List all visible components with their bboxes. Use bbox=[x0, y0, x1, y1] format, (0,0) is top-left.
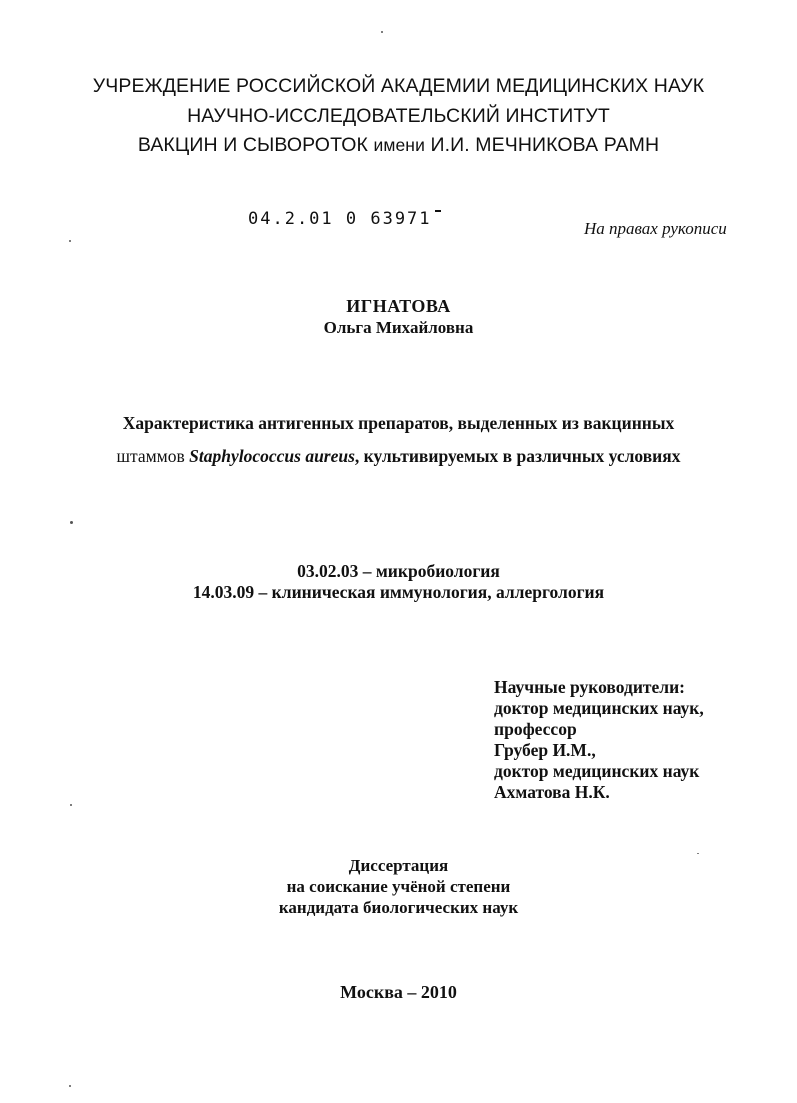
thesis-title-line-2 bbox=[0, 446, 797, 467]
thesis-title-species: Staphylococcus aureus bbox=[189, 446, 355, 466]
supervisor-line-2 bbox=[494, 719, 577, 740]
supervisors-heading bbox=[494, 677, 685, 698]
thesis-title-prefix: штаммов bbox=[116, 446, 185, 466]
author-given-names-text: Ольга Михайловна bbox=[323, 318, 474, 337]
registration-dash bbox=[435, 210, 441, 212]
scan-speck bbox=[70, 521, 73, 524]
scan-speck bbox=[69, 240, 71, 242]
institute-type: НАУЧНО-ИССЛЕДОВАТЕЛЬСКИЙ ИНСТИТУТ bbox=[187, 105, 610, 127]
thesis-type-line-3 bbox=[0, 898, 797, 918]
supervisor-line-2-text: профессор bbox=[494, 719, 577, 739]
author-surname-text: ИГНАТОВА bbox=[346, 296, 451, 316]
supervisor-line-1 bbox=[494, 698, 704, 719]
institute-namesake: И.И. МЕЧНИКОВА РАМН bbox=[430, 134, 660, 156]
specialty-2-text: 14.03.09 – клиническая иммунология, аллергология bbox=[192, 582, 605, 602]
supervisor-line-4-text: доктор медицинских наук bbox=[494, 761, 700, 781]
scan-speck bbox=[381, 31, 383, 33]
supervisor-line-5 bbox=[494, 782, 610, 803]
specialty-1-text: 03.02.03 – микробиология bbox=[297, 561, 500, 581]
thesis-type-text-2: на соискание учёной степени bbox=[286, 877, 511, 896]
city-year-text: Москва – 2010 bbox=[340, 982, 457, 1002]
supervisors-heading-text: Научные руководители: bbox=[494, 677, 686, 697]
supervisor-line-1-text: доктор медицинских наук, bbox=[494, 698, 704, 718]
thesis-title-text-1: Характеристика антигенных препаратов, выделенных из вакцинных bbox=[122, 413, 675, 433]
specialty-2 bbox=[0, 582, 797, 603]
thesis-type-text-3: кандидата биологических наук bbox=[278, 898, 519, 917]
rights-note bbox=[584, 219, 727, 239]
supervisor-line-5-text: Ахматова Н.К. bbox=[494, 782, 610, 802]
thesis-title-suffix: , культивируемых в различных условиях bbox=[354, 446, 681, 466]
registration-number bbox=[248, 209, 441, 229]
institution-line-2 bbox=[0, 105, 797, 128]
specialty-1 bbox=[0, 561, 797, 582]
supervisor-line-3-text: Грубер И.М., bbox=[494, 740, 596, 760]
institution-line-3 bbox=[0, 134, 797, 157]
institution-line-1 bbox=[0, 75, 797, 98]
thesis-type-line-1 bbox=[0, 856, 797, 876]
scan-speck bbox=[70, 804, 72, 806]
supervisor-line-3 bbox=[494, 740, 596, 761]
supervisor-line-4 bbox=[494, 761, 699, 782]
author-given-names bbox=[0, 318, 797, 338]
thesis-type-line-2 bbox=[0, 877, 797, 897]
registration-number-text: 04.2.01 0 63971 bbox=[248, 209, 432, 229]
thesis-title-line-1 bbox=[0, 413, 797, 434]
author-surname bbox=[0, 296, 797, 317]
institution-name: УЧРЕЖДЕНИЕ РОССИЙСКОЙ АКАДЕМИИ МЕДИЦИНСКИХ НАУК bbox=[92, 75, 705, 97]
scan-speck bbox=[69, 1085, 71, 1087]
scan-speck bbox=[697, 853, 699, 854]
institute-name-part: ВАКЦИН И СЫВОРОТОК bbox=[137, 134, 368, 156]
city-year bbox=[0, 982, 797, 1003]
thesis-type-text-1: Диссертация bbox=[348, 856, 449, 875]
rights-note-text: На правах рукописи bbox=[584, 219, 727, 238]
institute-name-imeni: имени bbox=[373, 135, 425, 155]
